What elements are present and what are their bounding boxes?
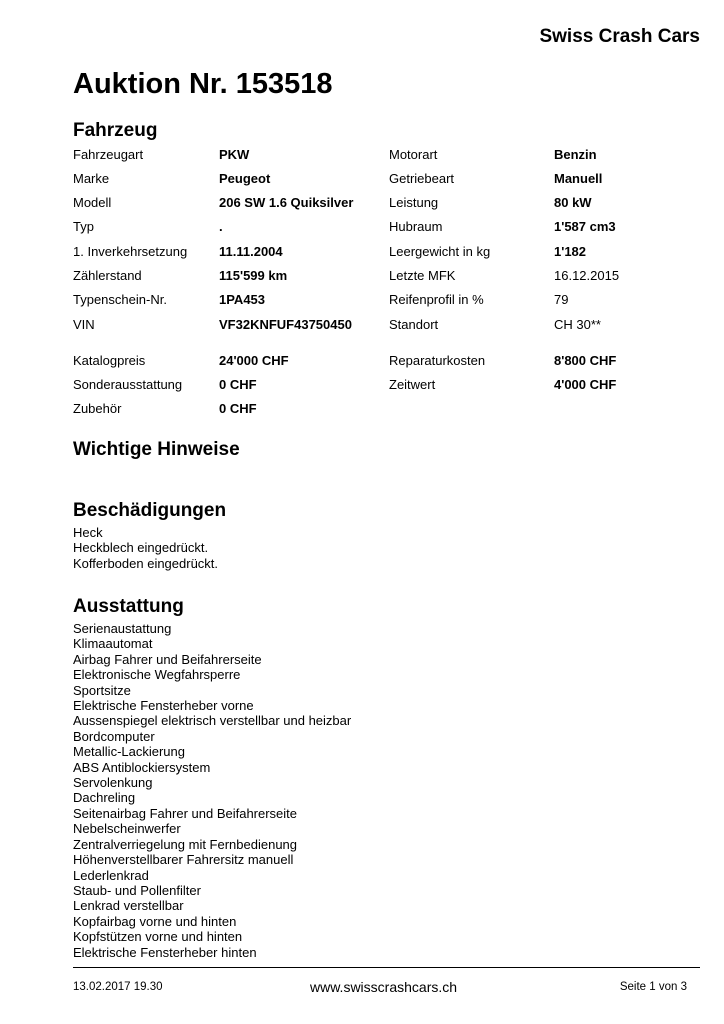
field-label: Fahrzeugart bbox=[73, 147, 144, 162]
field-label: Typ bbox=[73, 219, 94, 234]
field-value: 206 SW 1.6 Quiksilver bbox=[219, 195, 354, 210]
field-label: Letzte MFK bbox=[389, 268, 456, 283]
field-label: Zubehör bbox=[73, 401, 122, 416]
list-item: ABS Antiblockiersystem bbox=[73, 759, 211, 775]
list-item: Kopfstützen vorne und hinten bbox=[73, 929, 243, 945]
list-item: Heckblech eingedrückt. bbox=[73, 540, 209, 556]
field-value: PKW bbox=[219, 147, 250, 162]
field-label: Leistung bbox=[389, 195, 439, 210]
footer-website-link[interactable]: www.swisscrashcars.ch bbox=[310, 979, 458, 995]
section-heading-ausstattung: Ausstattung bbox=[73, 596, 184, 617]
list-item: Elektronische Wegfahrsperre bbox=[73, 667, 241, 683]
field-label: Zeitwert bbox=[389, 377, 436, 392]
field-value: 80 kW bbox=[554, 195, 592, 210]
field-value: 1'182 bbox=[554, 244, 587, 259]
field-value: VF32KNFUF43750450 bbox=[219, 317, 352, 332]
page-title: Auktion Nr. 153518 bbox=[73, 68, 333, 100]
field-value: 1'587 cm3 bbox=[554, 219, 616, 234]
field-value: 0 CHF bbox=[219, 401, 257, 416]
footer-date: 13.02.2017 19.30 bbox=[73, 981, 163, 993]
field-value: CH 30** bbox=[554, 317, 601, 332]
list-item: Aussenspiegel elektrisch verstellbar und heizbar bbox=[73, 713, 352, 729]
field-value: 24'000 CHF bbox=[219, 353, 289, 368]
list-item: Heck bbox=[73, 525, 103, 540]
list-item: Servolenkung bbox=[73, 775, 153, 791]
field-value: 4'000 CHF bbox=[554, 377, 617, 392]
list-item: Lenkrad verstellbar bbox=[73, 898, 184, 914]
list-item: Bordcomputer bbox=[73, 728, 155, 744]
list-item: Dachreling bbox=[73, 790, 136, 806]
list-item: Serienaustattung bbox=[73, 621, 172, 636]
field-value: 16.12.2015 bbox=[554, 268, 620, 283]
list-item: Airbag Fahrer und Beifahrerseite bbox=[73, 651, 262, 667]
field-value: Benzin bbox=[554, 147, 597, 162]
field-label: Motorart bbox=[389, 147, 438, 162]
section-heading-hinweise: Wichtige Hinweise bbox=[73, 439, 240, 460]
field-label: Marke bbox=[73, 171, 110, 186]
footer-rule bbox=[73, 967, 700, 968]
list-item: Nebelscheinwerfer bbox=[73, 821, 181, 837]
list-item: Lederlenkrad bbox=[73, 867, 149, 883]
field-value: Peugeot bbox=[219, 171, 271, 186]
footer-page-number: Seite 1 von 3 bbox=[619, 981, 687, 993]
list-item: Sportsitze bbox=[73, 682, 131, 698]
list-item: Staub- und Pollenfilter bbox=[73, 882, 201, 898]
field-label: Zählerstand bbox=[73, 268, 142, 283]
field-value: 115'599 km bbox=[219, 268, 288, 283]
field-label: Hubraum bbox=[389, 219, 443, 234]
field-label: Katalogpreis bbox=[73, 353, 146, 368]
list-item: Zentralverriegelung mit Fernbedienung bbox=[73, 836, 298, 852]
field-label: VIN bbox=[73, 317, 95, 332]
list-item: Metallic-Lackierung bbox=[73, 744, 185, 760]
field-label: Typenschein-Nr. bbox=[73, 292, 167, 307]
field-value: 11.11.2004 bbox=[219, 244, 283, 259]
section-heading-beschaedigungen: Beschädigungen bbox=[73, 500, 227, 521]
list-item: Klimaautomat bbox=[73, 636, 153, 652]
field-label: 1. Inverkehrsetzung bbox=[73, 244, 188, 259]
field-label: Getriebeart bbox=[389, 171, 455, 186]
field-label: Reparaturkosten bbox=[389, 353, 486, 368]
list-item: Kopfairbag vorne und hinten bbox=[73, 913, 237, 929]
list-item: Elektrische Fensterheber vorne bbox=[73, 698, 254, 714]
field-label: Modell bbox=[73, 195, 112, 210]
equipment-list bbox=[73, 621, 351, 960]
section-heading-fahrzeug: Fahrzeug bbox=[73, 120, 158, 141]
list-item: Kofferboden eingedrückt. bbox=[73, 555, 219, 571]
field-value: 0 CHF bbox=[219, 377, 257, 392]
brand-name: Swiss Crash Cars bbox=[539, 26, 700, 47]
field-value: . bbox=[219, 219, 223, 234]
field-value: Manuell bbox=[554, 171, 603, 186]
damage-list bbox=[73, 525, 218, 571]
field-label: Standort bbox=[389, 317, 439, 332]
field-value: 1PA453 bbox=[219, 292, 266, 307]
field-label: Leergewicht in kg bbox=[389, 244, 491, 259]
list-item: Höhenverstellbarer Fahrersitz manuell bbox=[73, 852, 294, 868]
field-label: Sonderausstattung bbox=[73, 377, 183, 392]
field-value: 8'800 CHF bbox=[554, 353, 617, 368]
list-item: Elektrische Fensterheber hinten bbox=[73, 944, 257, 960]
list-item: Seitenairbag Fahrer und Beifahrerseite bbox=[73, 805, 298, 821]
field-value: 79 bbox=[554, 292, 569, 307]
field-label: Reifenprofil in % bbox=[389, 292, 484, 307]
